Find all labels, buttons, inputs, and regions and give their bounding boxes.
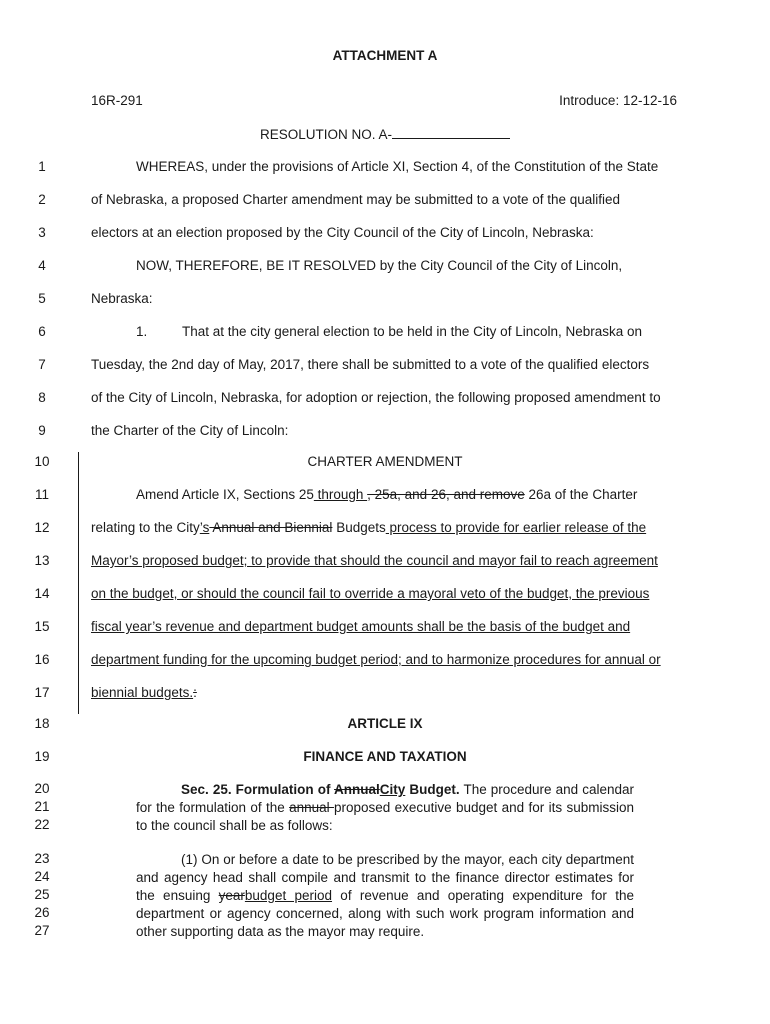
resolution-number-label: RESOLUTION NO. A-: [259, 127, 393, 142]
line-number: 23: [34, 851, 50, 866]
article-title: FINANCE AND TAXATION: [303, 749, 467, 764]
inserted-text: on the budget, or should the council fail to override a mayoral veto of the budget, the previous: [91, 586, 650, 601]
line-text: of Nebraska, a proposed Charter amendment may be submitted to a vote of the qualified: [91, 192, 621, 207]
line-number: 8: [38, 390, 46, 405]
inserted-text: biennial budgets.: [91, 685, 194, 700]
section-25-paragraph: [136, 781, 634, 835]
line-2: [0, 190, 770, 210]
inserted-text: process to provide for earlier release of the: [385, 520, 647, 535]
line-text: [91, 617, 630, 637]
deleted-text: :: [193, 685, 197, 700]
line-text: [91, 683, 197, 703]
text-segment: Formulation of: [231, 782, 335, 797]
line-number: 10: [34, 454, 50, 469]
inserted-text: ’s: [199, 520, 210, 535]
line-16: [0, 650, 770, 670]
line-text: of the City of Lincoln, Nebraska, for adoption or rejection, the following proposed amendment to: [91, 390, 661, 405]
deleted-text: Annual and Biennial: [209, 520, 333, 535]
line-number: 9: [38, 423, 46, 438]
line-9: [0, 421, 770, 441]
line-number: 11: [34, 487, 49, 502]
line-text: WHEREAS, under the provisions of Article XI, Section 4, of the Constitution of the State: [136, 159, 659, 174]
introduce-date: Introduce: 12-12-16: [559, 93, 677, 108]
resolution-number-blank: [392, 126, 510, 139]
line-number: 18: [34, 716, 50, 731]
line-number: 12: [34, 520, 50, 535]
line-7: [0, 355, 770, 375]
line-11: [0, 485, 770, 505]
subsection-1-paragraph: [136, 851, 634, 941]
line-18: [0, 714, 770, 734]
line-10: [0, 452, 770, 472]
line-number: 26: [34, 905, 50, 920]
line-number: 14: [34, 586, 50, 601]
line-number: 4: [38, 258, 46, 273]
text-segment: Budget.: [405, 782, 460, 797]
article-heading: ARTICLE IX: [347, 716, 423, 731]
line-number: 20: [34, 781, 50, 796]
line-number: 7: [38, 357, 46, 372]
line-number: 1: [38, 159, 46, 174]
line-text: electors at an election proposed by the City Council of the City of Lincoln, Nebraska:: [91, 225, 594, 240]
line-text: [136, 322, 642, 342]
line-8: [0, 388, 770, 408]
line-number: 16: [34, 652, 50, 667]
line-5: [0, 289, 770, 309]
line-text: NOW, THEREFORE, BE IT RESOLVED by the City Council of the City of Lincoln,: [136, 258, 623, 273]
inserted-text: Mayor’s proposed budget; to provide that should the council and mayor fail to reach agreement: [91, 553, 658, 568]
item-text: That at the city general election to be held in the City of Lincoln, Nebraska on: [182, 324, 643, 339]
deleted-text: Annual: [334, 782, 380, 797]
line-number: 17: [34, 685, 50, 700]
text-segment: The procedure and calendar for the formulation of the: [136, 782, 634, 815]
line-12: [0, 518, 770, 538]
line-number: 24: [34, 869, 50, 884]
text-segment: of revenue and operating expenditure for the department or agency concerned, along with such work program information and other supporting data as the mayor may require.: [136, 888, 634, 939]
line-15: [0, 617, 770, 637]
inserted-text: fiscal year’s revenue and department budget amounts shall be the basis of the budget and: [91, 619, 631, 634]
text-segment: (1) On or before a date to be prescribed by the mayor, each city department and agency head shall compile and transmit to the finance director estimates for the ensuing: [136, 852, 634, 903]
line-6: [0, 322, 770, 342]
line-number: 2: [38, 192, 46, 207]
section-25-text: [136, 782, 634, 833]
line-number: 6: [38, 324, 46, 339]
line-number: 15: [34, 619, 50, 634]
line-number: 21: [34, 799, 50, 814]
line-number: 22: [34, 817, 50, 832]
text-segment: proposed executive budget and for its submission to the council shall be as follows:: [136, 800, 634, 833]
line-text: [91, 650, 661, 670]
deleted-text: annual: [289, 800, 334, 815]
line-number: 19: [34, 749, 50, 764]
line-text: Tuesday, the 2nd day of May, 2017, there shall be submitted to a vote of the qualified electors: [91, 357, 650, 372]
line-text: [136, 485, 637, 505]
line-14: [0, 584, 770, 604]
inserted-text: budget period: [244, 888, 333, 903]
line-text: [91, 518, 646, 538]
line-13: [0, 551, 770, 571]
line-3: [0, 223, 770, 243]
text-segment: relating to the City: [91, 520, 200, 535]
line-1: [0, 157, 770, 177]
line-number: 27: [34, 923, 50, 938]
line-17: [0, 683, 770, 703]
line-number: 3: [38, 225, 46, 240]
subsection-1-text: [136, 852, 634, 939]
text-segment: Budgets: [332, 520, 386, 535]
charter-amendment-heading: CHARTER AMENDMENT: [307, 454, 463, 469]
inserted-text: through: [313, 487, 368, 502]
line-number: 25: [34, 887, 50, 902]
resolution-number: [0, 126, 770, 142]
resolution-id: 16R-291: [91, 93, 143, 108]
line-number: 5: [38, 291, 46, 306]
text-segment: 26a of the Charter: [524, 487, 638, 502]
line-text: [91, 584, 649, 604]
attachment-title: ATTACHMENT A: [332, 48, 438, 63]
text-segment: Amend Article IX, Sections 25: [136, 487, 314, 502]
inserted-text: City: [379, 782, 406, 797]
inserted-text: department funding for the upcoming budget period; and to harmonize procedures for annual or: [91, 652, 661, 667]
item-marker: 1.: [136, 324, 148, 339]
line-text: [91, 551, 658, 571]
deleted-text: , 25a, and 26, and remove: [367, 487, 525, 502]
line-4: [0, 256, 770, 276]
line-text: the Charter of the City of Lincoln:: [91, 423, 289, 438]
line-19: [0, 747, 770, 767]
text-segment: Sec. 25.: [181, 782, 232, 797]
deleted-text: year: [218, 888, 245, 903]
line-number: 13: [34, 553, 50, 568]
line-text: Nebraska:: [91, 291, 153, 306]
